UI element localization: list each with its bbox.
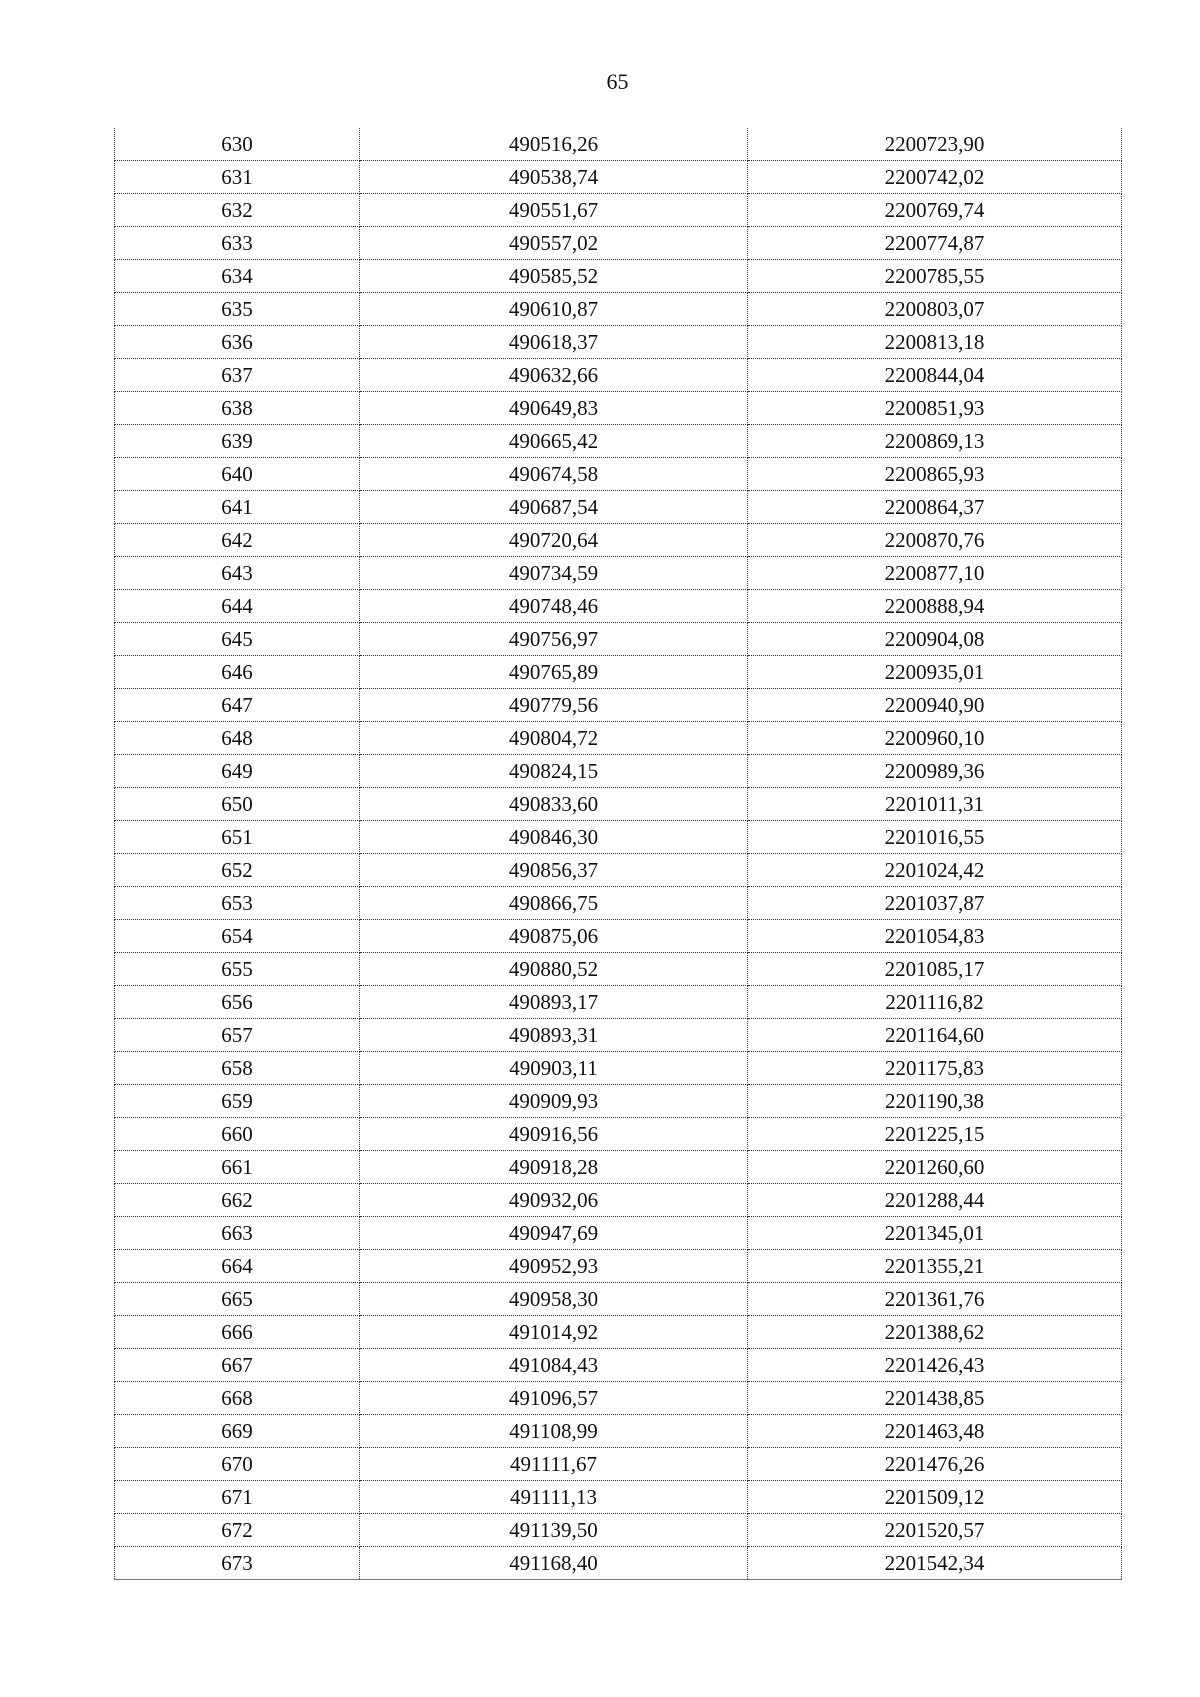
x-coordinate-cell: 490720,64 (360, 524, 748, 557)
table-row (115, 920, 1122, 953)
y-coordinate-cell: 2201175,83 (748, 1052, 1122, 1085)
x-coordinate-cell: 490765,89 (360, 656, 748, 689)
x-coordinate-cell: 490893,31 (360, 1019, 748, 1052)
point-number-cell: 634 (115, 260, 360, 293)
point-number-cell: 657 (115, 1019, 360, 1052)
point-number-cell: 652 (115, 854, 360, 887)
point-number-cell: 635 (115, 293, 360, 326)
point-number-cell: 662 (115, 1184, 360, 1217)
y-coordinate-cell: 2201037,87 (748, 887, 1122, 920)
point-number-cell: 641 (115, 491, 360, 524)
y-coordinate-cell: 2200769,74 (748, 194, 1122, 227)
table-row (115, 557, 1122, 590)
y-coordinate-cell: 2201016,55 (748, 821, 1122, 854)
y-coordinate-cell: 2200877,10 (748, 557, 1122, 590)
x-coordinate-cell: 491111,67 (360, 1448, 748, 1481)
table-row (115, 1316, 1122, 1349)
x-coordinate-cell: 491108,99 (360, 1415, 748, 1448)
x-coordinate-cell: 490779,56 (360, 689, 748, 722)
x-coordinate-cell: 490846,30 (360, 821, 748, 854)
point-number-cell: 644 (115, 590, 360, 623)
point-number-cell: 654 (115, 920, 360, 953)
point-number-cell: 631 (115, 161, 360, 194)
x-coordinate-cell: 491111,13 (360, 1481, 748, 1514)
table-row (115, 326, 1122, 359)
table-row (115, 1019, 1122, 1052)
x-coordinate-cell: 490585,52 (360, 260, 748, 293)
y-coordinate-cell: 2200888,94 (748, 590, 1122, 623)
point-number-cell: 665 (115, 1283, 360, 1316)
x-coordinate-cell: 490610,87 (360, 293, 748, 326)
x-coordinate-cell: 490958,30 (360, 1283, 748, 1316)
table-row (115, 1514, 1122, 1547)
point-number-cell: 650 (115, 788, 360, 821)
table-row (115, 458, 1122, 491)
y-coordinate-cell: 2200940,90 (748, 689, 1122, 722)
y-coordinate-cell: 2201225,15 (748, 1118, 1122, 1151)
point-number-cell: 632 (115, 194, 360, 227)
y-coordinate-cell: 2200864,37 (748, 491, 1122, 524)
y-coordinate-cell: 2201463,48 (748, 1415, 1122, 1448)
y-coordinate-cell: 2200803,07 (748, 293, 1122, 326)
point-number-cell: 663 (115, 1217, 360, 1250)
y-coordinate-cell: 2201260,60 (748, 1151, 1122, 1184)
point-number-cell: 653 (115, 887, 360, 920)
x-coordinate-cell: 490824,15 (360, 755, 748, 788)
y-coordinate-cell: 2201024,42 (748, 854, 1122, 887)
table-row (115, 227, 1122, 260)
table-row (115, 194, 1122, 227)
table-row (115, 887, 1122, 920)
x-coordinate-cell: 490538,74 (360, 161, 748, 194)
page-number: 65 (606, 69, 629, 94)
table-row (115, 953, 1122, 986)
table-row (115, 161, 1122, 194)
point-number-cell: 672 (115, 1514, 360, 1547)
point-number-cell: 664 (115, 1250, 360, 1283)
point-number-cell: 643 (115, 557, 360, 590)
y-coordinate-cell: 2201542,34 (748, 1547, 1122, 1580)
point-number-cell: 646 (115, 656, 360, 689)
x-coordinate-cell: 490674,58 (360, 458, 748, 491)
x-coordinate-cell: 490932,06 (360, 1184, 748, 1217)
table-row (115, 425, 1122, 458)
table-row (115, 755, 1122, 788)
x-coordinate-cell: 490833,60 (360, 788, 748, 821)
table-row (115, 854, 1122, 887)
x-coordinate-cell: 491139,50 (360, 1514, 748, 1547)
x-coordinate-cell: 491084,43 (360, 1349, 748, 1382)
point-number-cell: 648 (115, 722, 360, 755)
y-coordinate-cell: 2200904,08 (748, 623, 1122, 656)
table-row (115, 359, 1122, 392)
point-number-cell: 668 (115, 1382, 360, 1415)
x-coordinate-cell: 490557,02 (360, 227, 748, 260)
x-coordinate-cell: 490893,17 (360, 986, 748, 1019)
y-coordinate-cell: 2201054,83 (748, 920, 1122, 953)
x-coordinate-cell: 490918,28 (360, 1151, 748, 1184)
x-coordinate-cell: 490947,69 (360, 1217, 748, 1250)
table-row (115, 986, 1122, 1019)
point-number-cell: 638 (115, 392, 360, 425)
y-coordinate-cell: 2201011,31 (748, 788, 1122, 821)
table-row (115, 1382, 1122, 1415)
table-row (115, 1052, 1122, 1085)
x-coordinate-cell: 490866,75 (360, 887, 748, 920)
point-number-cell: 656 (115, 986, 360, 1019)
point-number-cell: 669 (115, 1415, 360, 1448)
y-coordinate-cell: 2201164,60 (748, 1019, 1122, 1052)
x-coordinate-cell: 491168,40 (360, 1547, 748, 1580)
x-coordinate-cell: 490632,66 (360, 359, 748, 392)
y-coordinate-cell: 2200960,10 (748, 722, 1122, 755)
y-coordinate-cell: 2200723,90 (748, 128, 1122, 161)
point-number-cell: 639 (115, 425, 360, 458)
y-coordinate-cell: 2201116,82 (748, 986, 1122, 1019)
x-coordinate-cell: 490756,97 (360, 623, 748, 656)
x-coordinate-cell: 490804,72 (360, 722, 748, 755)
y-coordinate-cell: 2201509,12 (748, 1481, 1122, 1514)
x-coordinate-cell: 490880,52 (360, 953, 748, 986)
table-row (115, 1250, 1122, 1283)
y-coordinate-cell: 2200869,13 (748, 425, 1122, 458)
x-coordinate-cell: 490516,26 (360, 128, 748, 161)
y-coordinate-cell: 2201426,43 (748, 1349, 1122, 1382)
y-coordinate-cell: 2201085,17 (748, 953, 1122, 986)
y-coordinate-cell: 2201361,76 (748, 1283, 1122, 1316)
point-number-cell: 637 (115, 359, 360, 392)
x-coordinate-cell: 490903,11 (360, 1052, 748, 1085)
point-number-cell: 660 (115, 1118, 360, 1151)
table-row (115, 1349, 1122, 1382)
table-row (115, 260, 1122, 293)
x-coordinate-cell: 490856,37 (360, 854, 748, 887)
y-coordinate-cell: 2200851,93 (748, 392, 1122, 425)
x-coordinate-cell: 490734,59 (360, 557, 748, 590)
table-row (115, 1118, 1122, 1151)
table-row (115, 788, 1122, 821)
table-row (115, 293, 1122, 326)
x-coordinate-cell: 490618,37 (360, 326, 748, 359)
x-coordinate-cell: 490748,46 (360, 590, 748, 623)
coordinates-table-body (115, 128, 1122, 1580)
table-row (115, 1151, 1122, 1184)
point-number-cell: 636 (115, 326, 360, 359)
point-number-cell: 649 (115, 755, 360, 788)
point-number-cell: 658 (115, 1052, 360, 1085)
point-number-cell: 666 (115, 1316, 360, 1349)
x-coordinate-cell: 490952,93 (360, 1250, 748, 1283)
point-number-cell: 645 (115, 623, 360, 656)
table-row (115, 689, 1122, 722)
table-row (115, 722, 1122, 755)
y-coordinate-cell: 2201520,57 (748, 1514, 1122, 1547)
point-number-cell: 630 (115, 128, 360, 161)
y-coordinate-cell: 2200785,55 (748, 260, 1122, 293)
y-coordinate-cell: 2201388,62 (748, 1316, 1122, 1349)
point-number-cell: 640 (115, 458, 360, 491)
table-row (115, 821, 1122, 854)
table-row (115, 128, 1122, 161)
table-row (115, 1448, 1122, 1481)
x-coordinate-cell: 490649,83 (360, 392, 748, 425)
table-row (115, 623, 1122, 656)
coordinates-table (114, 128, 1122, 1580)
x-coordinate-cell: 490665,42 (360, 425, 748, 458)
x-coordinate-cell: 491014,92 (360, 1316, 748, 1349)
x-coordinate-cell: 490909,93 (360, 1085, 748, 1118)
y-coordinate-cell: 2200774,87 (748, 227, 1122, 260)
point-number-cell: 661 (115, 1151, 360, 1184)
point-number-cell: 671 (115, 1481, 360, 1514)
table-row (115, 590, 1122, 623)
table-row (115, 1481, 1122, 1514)
table-row (115, 1184, 1122, 1217)
table-row (115, 491, 1122, 524)
point-number-cell: 651 (115, 821, 360, 854)
point-number-cell: 667 (115, 1349, 360, 1382)
table-row (115, 392, 1122, 425)
y-coordinate-cell: 2201438,85 (748, 1382, 1122, 1415)
x-coordinate-cell: 490687,54 (360, 491, 748, 524)
table-row (115, 1547, 1122, 1580)
x-coordinate-cell: 490551,67 (360, 194, 748, 227)
y-coordinate-cell: 2200844,04 (748, 359, 1122, 392)
table-row (115, 1283, 1122, 1316)
y-coordinate-cell: 2200742,02 (748, 161, 1122, 194)
y-coordinate-cell: 2200870,76 (748, 524, 1122, 557)
point-number-cell: 670 (115, 1448, 360, 1481)
point-number-cell: 659 (115, 1085, 360, 1118)
x-coordinate-cell: 490875,06 (360, 920, 748, 953)
y-coordinate-cell: 2200813,18 (748, 326, 1122, 359)
point-number-cell: 647 (115, 689, 360, 722)
y-coordinate-cell: 2201345,01 (748, 1217, 1122, 1250)
table-row (115, 1415, 1122, 1448)
point-number-cell: 642 (115, 524, 360, 557)
y-coordinate-cell: 2201288,44 (748, 1184, 1122, 1217)
point-number-cell: 673 (115, 1547, 360, 1580)
table-row (115, 1217, 1122, 1250)
table-row (115, 656, 1122, 689)
y-coordinate-cell: 2200989,36 (748, 755, 1122, 788)
x-coordinate-cell: 491096,57 (360, 1382, 748, 1415)
x-coordinate-cell: 490916,56 (360, 1118, 748, 1151)
table-row (115, 1085, 1122, 1118)
y-coordinate-cell: 2200935,01 (748, 656, 1122, 689)
table-row (115, 524, 1122, 557)
point-number-cell: 655 (115, 953, 360, 986)
y-coordinate-cell: 2201476,26 (748, 1448, 1122, 1481)
point-number-cell: 633 (115, 227, 360, 260)
y-coordinate-cell: 2201355,21 (748, 1250, 1122, 1283)
y-coordinate-cell: 2201190,38 (748, 1085, 1122, 1118)
y-coordinate-cell: 2200865,93 (748, 458, 1122, 491)
